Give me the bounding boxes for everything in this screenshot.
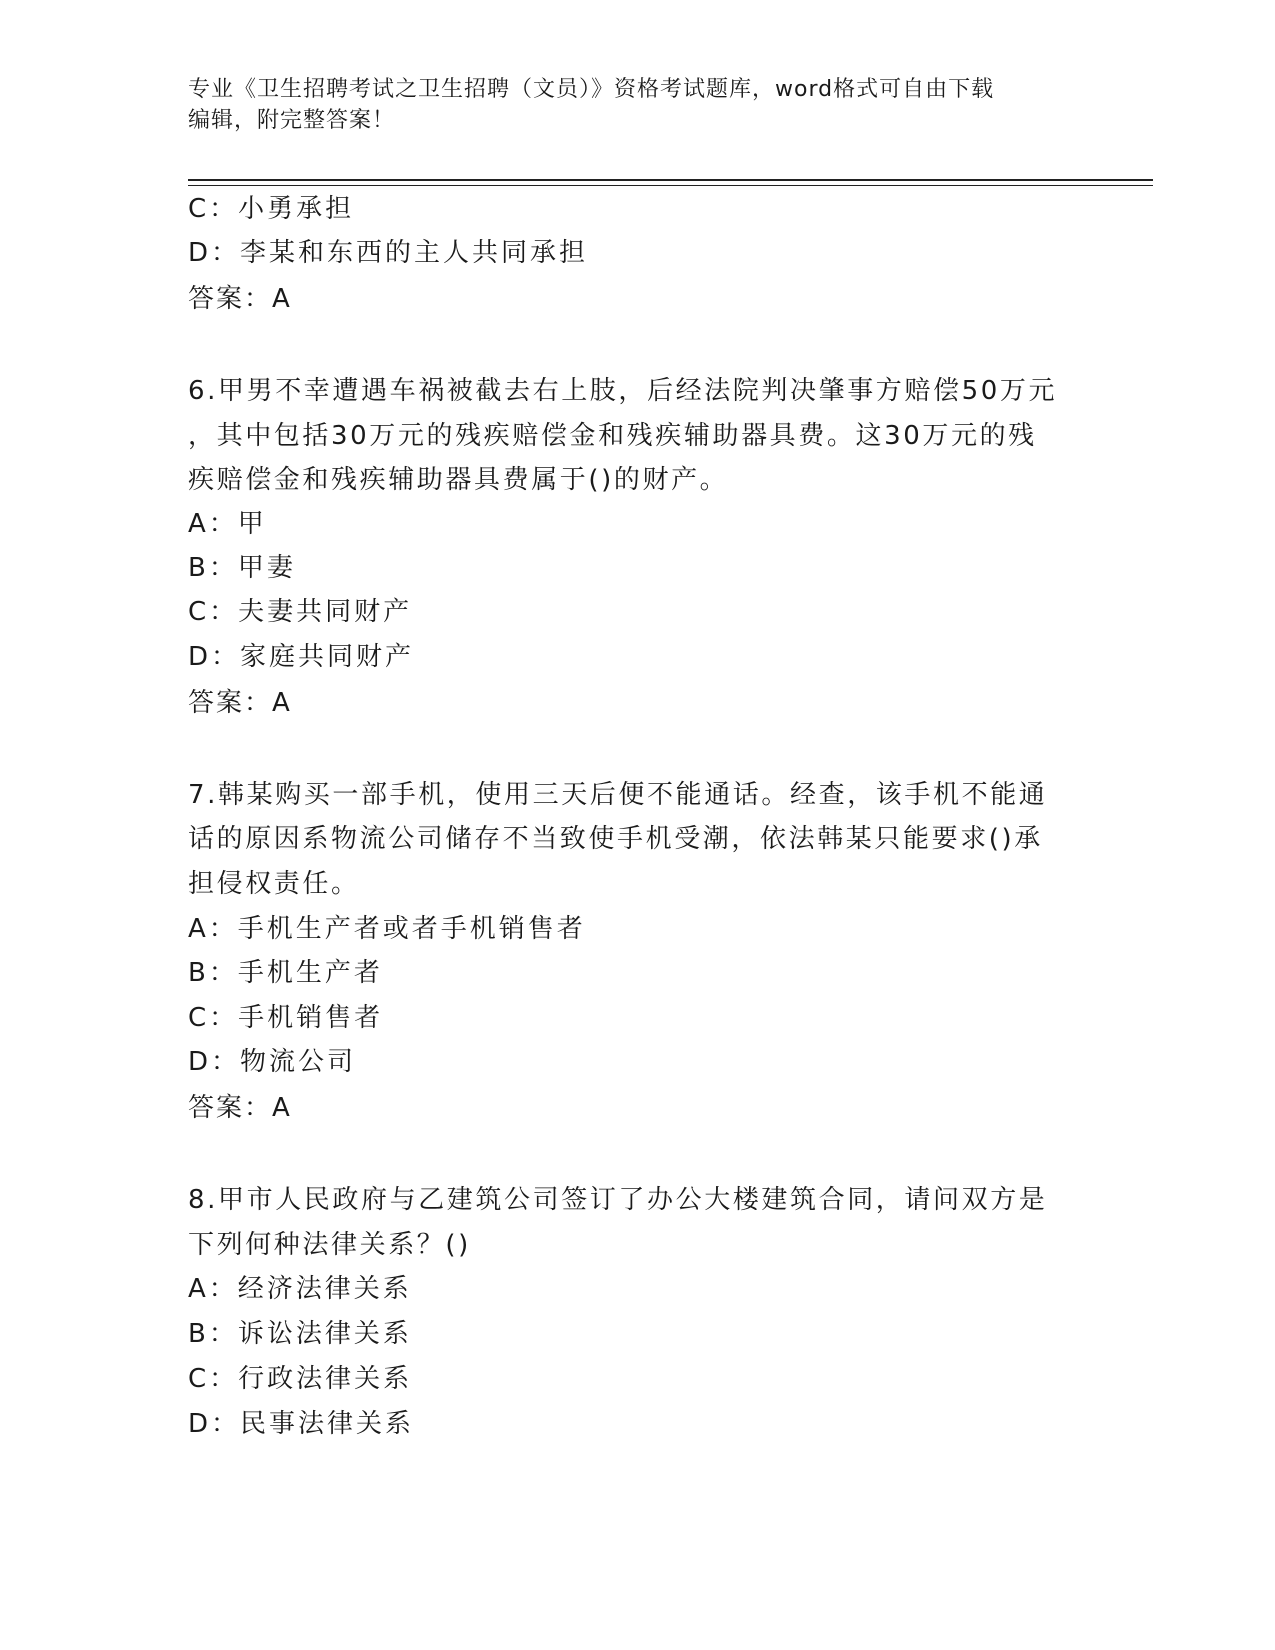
option-a: A：甲 [188,509,267,539]
option-b: B：诉讼法律关系 [188,1319,412,1349]
question-stem-line: 8.甲市人民政府与乙建筑公司签订了办公大楼建筑合同，请问双方是 [188,1185,1048,1215]
question-stem-line: 话的原因系物流公司储存不当致使手机受潮，依法韩某只能要求()承 [188,824,1043,854]
option-a: A：手机生产者或者手机销售者 [188,914,586,944]
document-header [188,74,1088,136]
option-c: C：小勇承担 [188,194,355,224]
option-b: B：手机生产者 [188,958,383,988]
option-d: D：民事法律关系 [188,1409,415,1439]
question-stem-line: 7.韩某购买一部手机，使用三天后便不能通话。经查，该手机不能通 [188,780,1048,810]
answer: 答案：A [188,688,292,718]
question-stem-line: 担侵权责任。 [188,869,360,899]
header-divider-thin [188,185,1153,186]
option-a: A：经济法律关系 [188,1274,412,1304]
header-line-2: 编辑，附完整答案！ [188,108,396,133]
question-stem-line: 下列何种法律关系？() [188,1230,471,1260]
header-line-1: 专业《卫生招聘考试之卫生招聘（文员）》资格考试题库，word格式可自由下载 [188,77,995,102]
option-c: C：夫妻共同财产 [188,597,413,627]
option-b: B：甲妻 [188,553,296,583]
header-divider-thick [188,179,1153,181]
answer: 答案：A [188,284,292,314]
option-d: D：家庭共同财产 [188,642,415,672]
question-stem-line: 6.甲男不幸遭遇车祸被截去右上肢，后经法院判决肇事方赔偿50万元 [188,376,1058,406]
option-c: C：手机销售者 [188,1003,384,1033]
option-d: D：李某和东西的主人共同承担 [188,238,589,268]
option-d: D：物流公司 [188,1047,357,1077]
question-stem-line: 疾赔偿金和残疾辅助器具费属于()的财产。 [188,465,729,495]
question-stem-line: ，其中包括30万元的残疾赔偿金和残疾辅助器具费。这30万元的残 [188,421,1037,451]
option-c: C：行政法律关系 [188,1364,413,1394]
answer: 答案：A [188,1093,292,1123]
